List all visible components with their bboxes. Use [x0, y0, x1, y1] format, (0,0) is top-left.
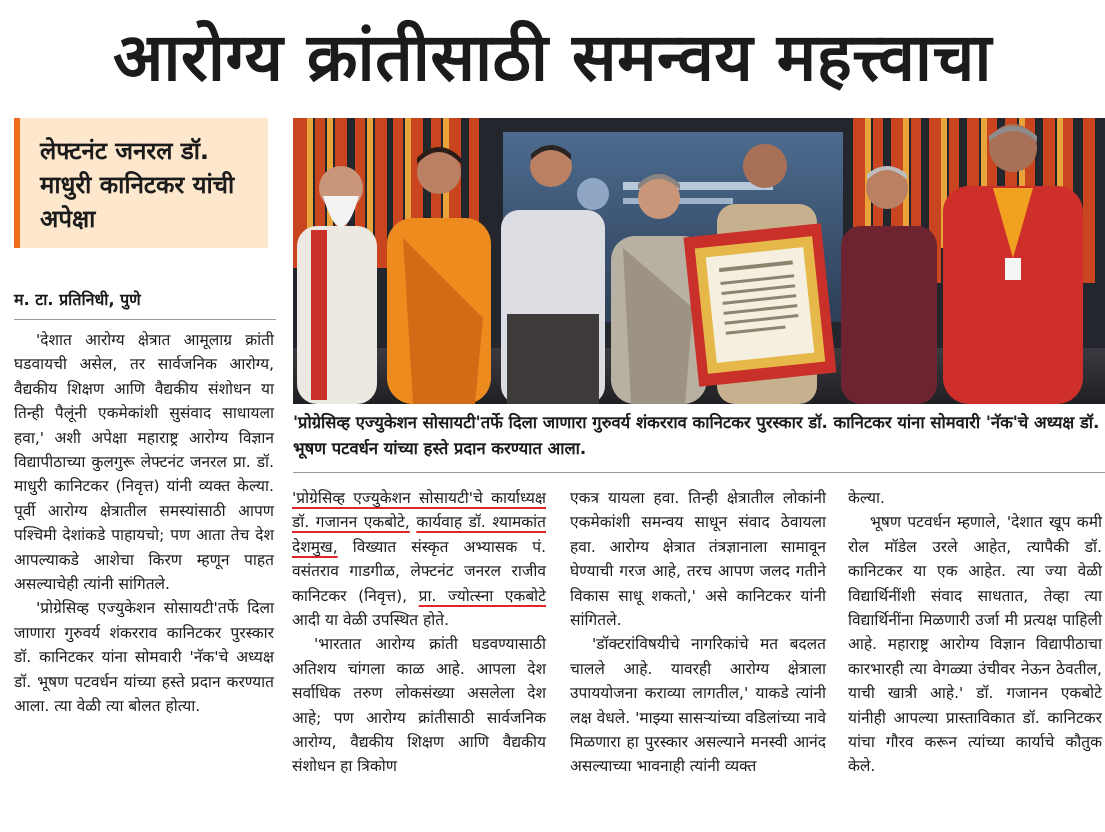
divider: [293, 472, 1105, 473]
subheadline: लेफ्टनंट जनरल डॉ. माधुरी कानिटकर यांची अपेक्षा: [40, 137, 235, 233]
article-column-4: [848, 486, 1102, 779]
byline: म. टा. प्रतिनिधी, पुणे: [14, 290, 141, 309]
paragraph: केल्या.: [848, 489, 885, 507]
headline: आरोग्य क्रांतीसाठी समन्वय महत्त्वाचा: [112, 19, 993, 96]
paragraph: 'देशात आरोग्य क्षेत्रात आमूलाग्र क्रांती घडवायची असेल, तर सार्वजनिक आरोग्य, वैद्यकीय शिक्षण आणि वैद्यकीय संशोधन या तिन्ही पैलूंनी एकमेकांशी सुसंवाद साधायला हवा,' अशी अपेक्षा महाराष्ट्र आरोग्य विज्ञान विद्यापीठाच्या कुलगुरू लेफ्टनंट जनरल प्रा. डॉ. माधुरी कानिटकर (निवृत्त) यांनी व्यक्त केल्या. पूर्वी आरोग्य क्षेत्रातील समस्यांसाठी आपण पश्चिमी देशांकडे पाहायचो; पण आता तेच देश आपल्याकडे आशेचा किरण म्हणून पाहत असल्याचेही त्यांनी सांगितले.: [14, 331, 274, 594]
text-run: विख्यात संस्कृत अभ्यासक पं. वसंतराव गाडगीळ, लेफ्टनंट जनरल राजीव कानिटकर (निवृत्त),: [292, 537, 546, 605]
underlined-text: कार्यवाह डॉ. श्यामकांत देशमुख,: [292, 513, 546, 556]
accent-bar: [14, 118, 20, 248]
award-ceremony-image: [293, 118, 1105, 404]
paragraph: एकत्र यायला हवा. तिन्ही क्षेत्रातील लोकांनी एकमेकांशी समन्वय साधून संवाद ठेवायला हवा. आरोग्य क्षेत्रात तंत्रज्ञानाला सामावून घेण्याची गरज आहे, तरच आपण जलद गतीने विकास साधू शकतो,' असे कानिटकर यांनी सांगितले.: [570, 489, 826, 630]
divider: [14, 319, 276, 320]
underlined-text: 'प्रोग्रेसिव्ह एज्युकेशन सोसायटी'चे कार्याध्यक्ष डॉ. गजानन एकबोटे,: [292, 489, 546, 532]
paragraph: 'डॉक्टरांविषयीचे नागरिकांचे मत बदलत चालले आहे. यावरही आरोग्य क्षेत्राला उपाययोजना कराव्या लागतील,' याकडे त्यांनी लक्ष वेधले. 'माझ्या सासऱ्यांच्या वडिलांच्या नावे मिळणारा हा पुरस्कार असल्याने मनस्वी आनंद असल्याच्या भावनाही त्यांनी व्यक्त: [570, 635, 826, 776]
paragraph: 'भारतात आरोग्य क्रांती घडवण्यासाठी अतिशय चांगला काळ आहे. आपला देश सर्वाधिक तरुण लोकसंख्या असलेला देश आहे; पण आरोग्य क्रांतीसाठी सार्वजनिक आरोग्य, वैद्यकीय शिक्षण आणि वैद्यकीय संशोधन हा त्रिकोण: [292, 635, 546, 776]
photo-caption: 'प्रोग्रेसिव्ह एज्युकेशन सोसायटी'तर्फे दिला जाणारा गुरुवर्य शंकरराव कानिटकर पुरस्कार डॉ. कानिटकर यांना सोमवारी 'नॅक'चे अध्यक्ष डॉ. भूषण पटवर्धन यांच्या हस्ते प्रदान करण्यात आला.: [293, 413, 1100, 458]
article-column-3: [570, 486, 826, 779]
subheadline-box: [14, 118, 268, 248]
article-column-2: [292, 486, 546, 779]
award-photo: [293, 118, 1105, 404]
paragraph: [292, 486, 546, 632]
article-column-1: [14, 328, 274, 719]
underlined-text: प्रा. ज्योत्स्ना एकबोटे: [418, 586, 546, 605]
text-run: आदी या वेळी उपस्थित होते.: [292, 611, 449, 630]
paragraph: 'प्रोग्रेसिव्ह एज्युकेशन सोसायटी'तर्फे दिला जाणारा गुरुवर्य शंकरराव कानिटकर पुरस्कार डॉ. कानिटकर यांना सोमवारी 'नॅक'चे अध्यक्ष डॉ. भूषण पटवर्धन यांच्या हस्ते प्रदान करण्यात आला. त्या वेळी त्या बोलत होत्या.: [14, 599, 274, 716]
paragraph: भूषण पटवर्धन म्हणाले, 'देशात खूप कमी रोल मॉडेल उरले आहेत, त्यापैकी डॉ. कानिटकर या एक आहेत. त्या ज्या वेळी विद्यार्थिनींशी संवाद साधतात, तेव्हा त्या विद्यार्थिनींना मिळणारी उर्जा मी प्रत्यक्ष पाहिली आहे. महाराष्ट्र आरोग्य विज्ञान विद्यापीठाचा कारभारही त्या वेगळ्या उंचीवर नेऊन ठेवतील, याची खात्री आहे.' डॉ. गजानन एकबोटे यांनीही आपल्या प्रास्ताविकात डॉ. कानिटकर यांचा गौरव करून त्यांच्या कार्याचे कौतुक केले.: [848, 513, 1102, 776]
